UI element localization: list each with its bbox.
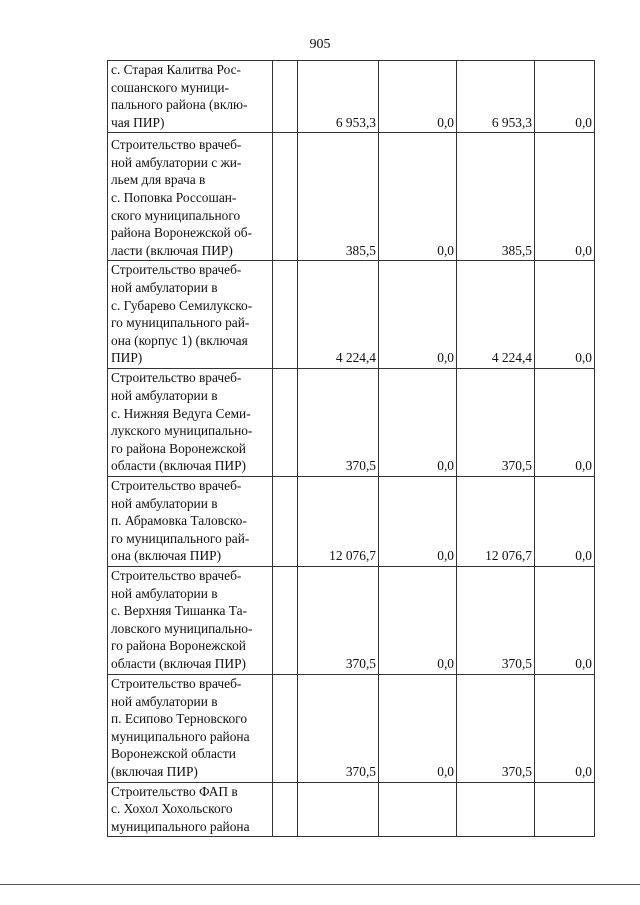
- table-row: [108, 261, 595, 369]
- value-cell-3: [457, 782, 535, 837]
- value-cell-4: 0,0: [535, 133, 595, 261]
- value-cell-1: 370,5: [298, 368, 379, 476]
- empty-cell: [273, 261, 298, 369]
- object-name-cell: Строительство врачеб- ной амбулатории в п. Есипово Терновского муниципального района Воронежской области (включая ПИР): [108, 674, 273, 782]
- empty-cell: [273, 674, 298, 782]
- value-cell-2: 0,0: [379, 368, 457, 476]
- value-cell-1: 12 076,7: [298, 476, 379, 566]
- table-row: [108, 61, 595, 133]
- value-cell-4: 0,0: [535, 61, 595, 133]
- object-name-cell: Строительство врачеб- ной амбулатории в с. Верхняя Тишанка Та- ловского муниципально- го района Воронежской области (включая ПИР): [108, 566, 273, 674]
- value-cell-1: 370,5: [298, 566, 379, 674]
- value-cell-2: 0,0: [379, 674, 457, 782]
- value-cell-4: 0,0: [535, 476, 595, 566]
- table-row: [108, 674, 595, 782]
- value-cell-2: [379, 782, 457, 837]
- empty-cell: [273, 782, 298, 837]
- value-cell-3: 6 953,3: [457, 61, 535, 133]
- value-cell-2: 0,0: [379, 476, 457, 566]
- value-cell-3: 12 076,7: [457, 476, 535, 566]
- value-cell-3: 385,5: [457, 133, 535, 261]
- value-cell-4: 0,0: [535, 674, 595, 782]
- table-row: [108, 133, 595, 261]
- value-cell-1: [298, 782, 379, 837]
- value-cell-2: 0,0: [379, 261, 457, 369]
- value-cell-4: 0,0: [535, 261, 595, 369]
- value-cell-3: 4 224,4: [457, 261, 535, 369]
- empty-cell: [273, 61, 298, 133]
- object-name-cell: Строительство врачеб- ной амбулатории в с. Губарево Семилукско- го муниципального рай- она (корпус 1) (включая ПИР): [108, 261, 273, 369]
- value-cell-3: 370,5: [457, 368, 535, 476]
- value-cell-3: 370,5: [457, 566, 535, 674]
- value-cell-2: 0,0: [379, 133, 457, 261]
- value-cell-1: 385,5: [298, 133, 379, 261]
- object-name-cell: с. Старая Калитва Рос- сошанского муници- пального района (вклю- чая ПИР): [108, 61, 273, 133]
- value-cell-4: [535, 782, 595, 837]
- value-cell-4: 0,0: [535, 566, 595, 674]
- page-number: 905: [309, 37, 331, 52]
- empty-cell: [273, 368, 298, 476]
- object-name-cell: Строительство врачеб- ной амбулатории в с. Нижняя Ведуга Семи- лукского муниципально- го района Воронежской области (включая ПИР): [108, 368, 273, 476]
- object-name-cell: Строительство врачеб- ной амбулатории в п. Абрамовка Таловско- го муниципального рай- она (включая ПИР): [108, 476, 273, 566]
- empty-cell: [273, 476, 298, 566]
- object-name-cell: Строительство врачеб- ной амбулатории с жи- льем для врача в с. Поповка Россошан- ского муниципального района Воронежской об- ласти (включая ПИР): [108, 133, 273, 261]
- table-row: [108, 476, 595, 566]
- value-cell-4: 0,0: [535, 368, 595, 476]
- value-cell-2: 0,0: [379, 61, 457, 133]
- empty-cell: [273, 566, 298, 674]
- value-cell-1: 370,5: [298, 674, 379, 782]
- value-cell-1: 4 224,4: [298, 261, 379, 369]
- budget-table: [107, 60, 595, 837]
- object-name-cell: Строительство ФАП в с. Хохол Хохольского муниципального района: [108, 782, 273, 837]
- value-cell-3: 370,5: [457, 674, 535, 782]
- table-row: [108, 368, 595, 476]
- value-cell-1: 6 953,3: [298, 61, 379, 133]
- table-row: [108, 782, 595, 837]
- empty-cell: [273, 133, 298, 261]
- value-cell-2: 0,0: [379, 566, 457, 674]
- table-row: [108, 566, 595, 674]
- bottom-rule: [0, 884, 640, 885]
